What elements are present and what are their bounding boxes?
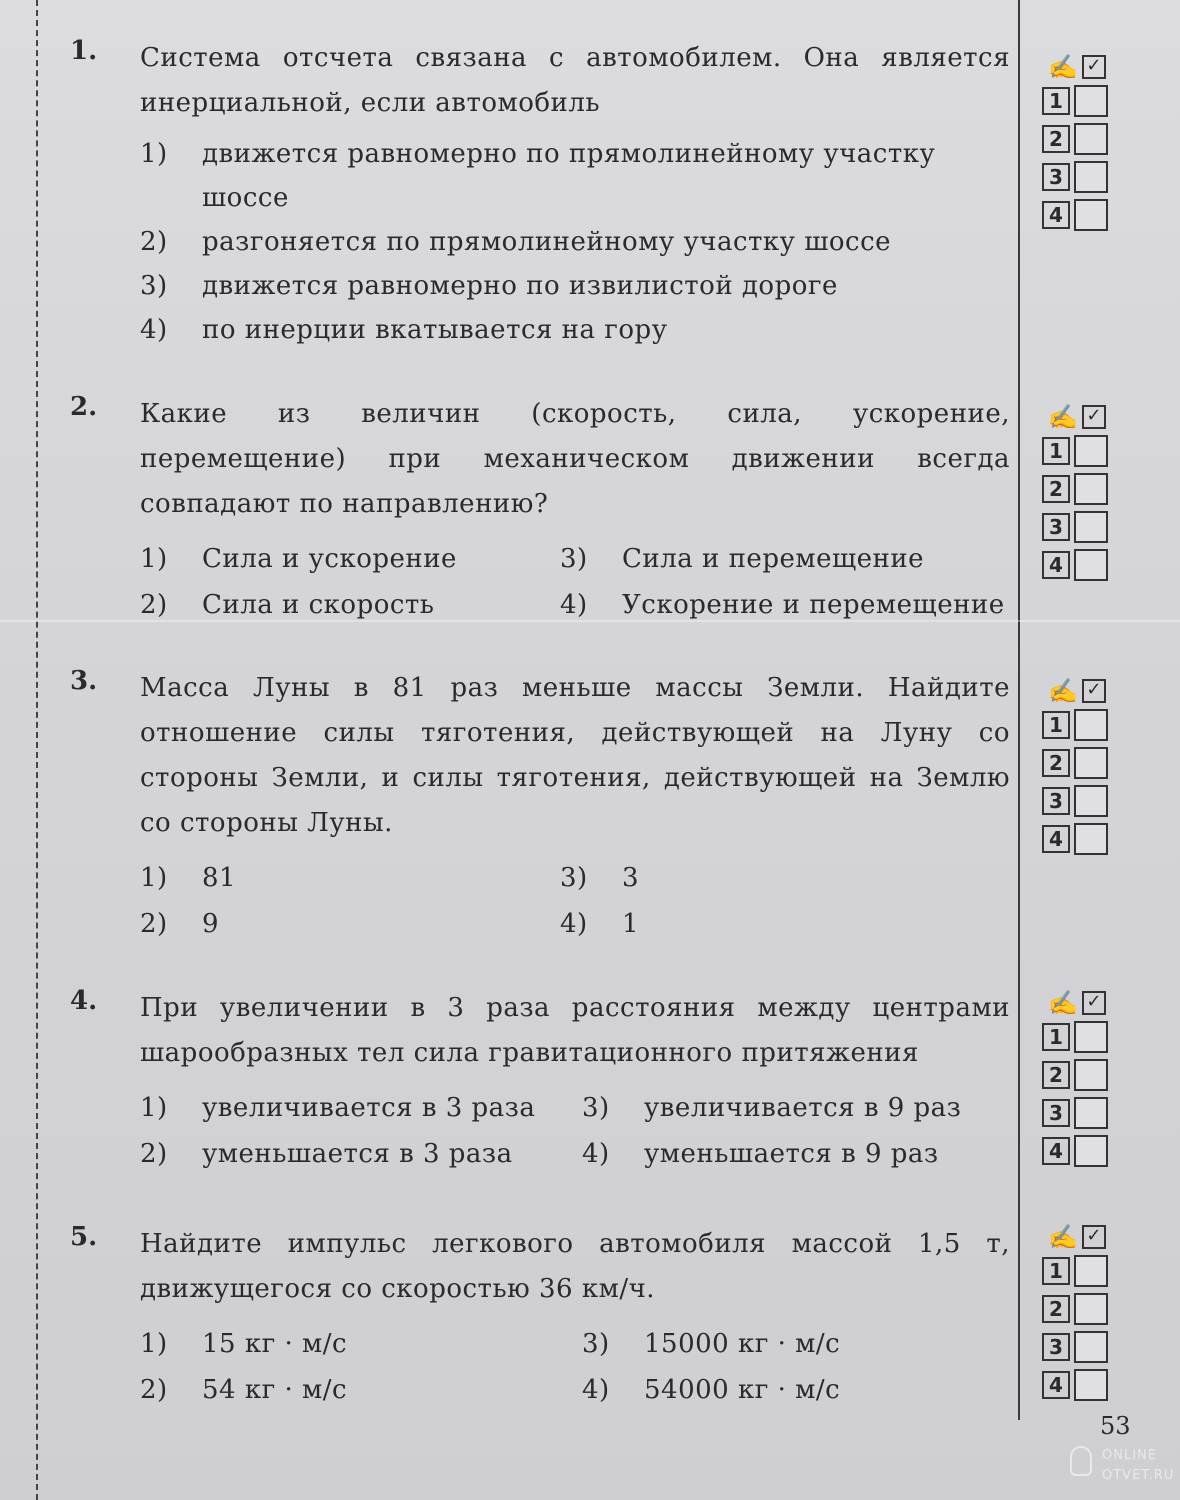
- answer-number: 4: [1042, 201, 1070, 229]
- answer-row: [1040, 196, 1130, 234]
- option-number: 2): [140, 1375, 168, 1405]
- answer-cell[interactable]: [1074, 1369, 1108, 1401]
- option: [140, 308, 1010, 352]
- option-text: Ускорение и перемещение: [622, 590, 1005, 620]
- answer-box-header: [1040, 52, 1130, 82]
- answer-cell[interactable]: [1074, 823, 1108, 855]
- answer-cell[interactable]: [1074, 1059, 1108, 1091]
- answer-row: [1040, 1018, 1130, 1056]
- option-text: по инерции вкатывается на гору: [202, 315, 668, 345]
- question-1: [70, 36, 1010, 352]
- option-number: 4): [560, 909, 588, 939]
- answer-cell[interactable]: [1074, 435, 1108, 467]
- dashed-cut-line: [36, 0, 38, 1500]
- option-number: 2): [140, 909, 168, 939]
- answer-row: [1040, 1328, 1130, 1366]
- answer-cell[interactable]: [1074, 785, 1108, 817]
- answer-row: [1040, 782, 1130, 820]
- option: [582, 1322, 1012, 1366]
- option-number: 3): [582, 1329, 610, 1359]
- option-text: движется равномерно по извилистой дороге: [202, 271, 838, 301]
- page-number: 53: [1100, 1412, 1131, 1440]
- option: [140, 220, 1010, 264]
- option: [582, 1132, 1012, 1176]
- answer-row: [1040, 1056, 1130, 1094]
- option: [140, 902, 560, 946]
- option-number: 3): [560, 863, 588, 893]
- answer-row: [1040, 1366, 1130, 1404]
- checkbox-icon: ✓: [1082, 405, 1106, 429]
- answer-number: 4: [1042, 825, 1070, 853]
- answer-cell[interactable]: [1074, 1255, 1108, 1287]
- answer-row: [1040, 120, 1130, 158]
- answer-row: [1040, 158, 1130, 196]
- answer-number: 2: [1042, 749, 1070, 777]
- answer-cell[interactable]: [1074, 1293, 1108, 1325]
- option: [140, 537, 560, 581]
- checkbox-icon: ✓: [1082, 55, 1106, 79]
- option-number: 4): [140, 315, 168, 345]
- lightbulb-icon: [1070, 1446, 1092, 1476]
- option-number: 1): [140, 863, 168, 893]
- answer-cell[interactable]: [1074, 1021, 1108, 1053]
- checkbox-icon: ✓: [1082, 1225, 1106, 1249]
- answer-box-header: [1040, 1222, 1130, 1252]
- option-text: разгоняется по прямолинейному участку шоссе: [202, 227, 892, 257]
- watermark: [1070, 1442, 1180, 1496]
- option-number: 1): [140, 139, 168, 169]
- answer-number: 1: [1042, 711, 1070, 739]
- answer-box-4: [1040, 988, 1130, 1170]
- option: [140, 1132, 582, 1176]
- answer-row: [1040, 1094, 1130, 1132]
- answer-cell[interactable]: [1074, 549, 1108, 581]
- answer-row: [1040, 546, 1130, 584]
- option-text: 54000 кг · м/с: [644, 1375, 841, 1405]
- option-text: 1: [622, 909, 640, 939]
- answer-cell[interactable]: [1074, 85, 1108, 117]
- checkbox-icon: ✓: [1082, 679, 1106, 703]
- option: [140, 1368, 582, 1412]
- options-grid: [140, 537, 1010, 627]
- answer-row: [1040, 1290, 1130, 1328]
- answer-number: 4: [1042, 551, 1070, 579]
- option-number: 3): [140, 271, 168, 301]
- option-text: 54 кг · м/с: [202, 1375, 348, 1405]
- question-4: [70, 986, 1010, 1176]
- answer-box-header: [1040, 676, 1130, 706]
- option: [140, 856, 560, 900]
- answer-number: 2: [1042, 1061, 1070, 1089]
- option: [140, 132, 1010, 220]
- question-number: 2.: [70, 392, 98, 422]
- option-text: уменьшается в 9 раз: [644, 1139, 939, 1169]
- answer-number: 1: [1042, 1257, 1070, 1285]
- answer-cell[interactable]: [1074, 161, 1108, 193]
- answer-number: 4: [1042, 1137, 1070, 1165]
- watermark-line2: OTVET.RU: [1102, 1468, 1175, 1483]
- answer-number: 3: [1042, 1099, 1070, 1127]
- pen-icon: ✍: [1048, 403, 1078, 431]
- option-text: 15000 кг · м/с: [644, 1329, 841, 1359]
- options-grid: [140, 1086, 1010, 1176]
- option: [560, 583, 1010, 627]
- question-2: [70, 392, 1010, 627]
- option-number: 4): [560, 590, 588, 620]
- option-text: 15 кг · м/с: [202, 1329, 348, 1359]
- option: [582, 1368, 1012, 1412]
- answer-cell[interactable]: [1074, 473, 1108, 505]
- options-grid: [140, 856, 1010, 946]
- answer-cell[interactable]: [1074, 709, 1108, 741]
- answer-number: 4: [1042, 1371, 1070, 1399]
- question-number: 1.: [70, 36, 98, 66]
- pen-icon: ✍: [1048, 989, 1078, 1017]
- pen-icon: ✍: [1048, 1223, 1078, 1251]
- answer-number: 1: [1042, 437, 1070, 465]
- answer-row: [1040, 508, 1130, 546]
- answer-cell[interactable]: [1074, 1097, 1108, 1129]
- option: [560, 902, 1010, 946]
- answer-box-2: [1040, 402, 1130, 584]
- question-number: 4.: [70, 986, 98, 1016]
- question-text: Найдите импульс легкового автомобиля массой 1,5 т, движущегося со скоростью 36 км/ч.: [140, 1229, 1010, 1304]
- answer-row: [1040, 744, 1130, 782]
- option-text: 81: [202, 863, 237, 893]
- option: [560, 856, 1010, 900]
- option-text: 3: [622, 863, 640, 893]
- answer-row: [1040, 470, 1130, 508]
- option-text: Сила и перемещение: [622, 544, 925, 574]
- answer-number: 3: [1042, 787, 1070, 815]
- answer-box-3: [1040, 676, 1130, 858]
- question-text: Какие из величин (скорость, сила, ускорение, перемещение) при механическом движении всегда совпадают по направлению?: [140, 399, 1010, 519]
- answer-number: 1: [1042, 87, 1070, 115]
- options-grid: [140, 1322, 1010, 1412]
- option-text: увеличивается в 3 раза: [202, 1093, 536, 1123]
- answer-number: 2: [1042, 1295, 1070, 1323]
- pen-icon: ✍: [1048, 677, 1078, 705]
- option-text: движется равномерно по прямолинейному участку шоссе: [202, 139, 936, 213]
- watermark-line1: ONLINE: [1102, 1448, 1157, 1463]
- option-number: 1): [140, 1329, 168, 1359]
- answer-number: 2: [1042, 475, 1070, 503]
- answer-row: [1040, 706, 1130, 744]
- question-text: Система отсчета связана с автомобилем. Она является инерциальной, если автомобиль: [140, 43, 1010, 118]
- question-number: 5.: [70, 1222, 98, 1252]
- option-number: 1): [140, 544, 168, 574]
- option-number: 2): [140, 1139, 168, 1169]
- answer-box-header: [1040, 402, 1130, 432]
- option-number: 2): [140, 227, 168, 257]
- question-text: Масса Луны в 81 раз меньше массы Земли. Найдите отношение силы тяготения, действующей на Луну со стороны Земли, и силы тяготения, действующей на Землю со стороны Луны.: [140, 673, 1010, 838]
- option: [140, 1086, 582, 1130]
- checkbox-icon: ✓: [1082, 991, 1106, 1015]
- option-text: увеличивается в 9 раз: [644, 1093, 962, 1123]
- question-number: 3.: [70, 666, 98, 696]
- option: [140, 583, 560, 627]
- answer-row: [1040, 432, 1130, 470]
- option-text: уменьшается в 3 раза: [202, 1139, 513, 1169]
- answer-cell[interactable]: [1074, 747, 1108, 779]
- question-text: При увеличении в 3 раза расстояния между центрами шарообразных тел сила гравитационного притяжения: [140, 993, 1010, 1068]
- option: [560, 537, 1010, 581]
- answer-row: [1040, 820, 1130, 858]
- option-number: 3): [560, 544, 588, 574]
- answer-cell[interactable]: [1074, 511, 1108, 543]
- answer-row: [1040, 82, 1130, 120]
- option-number: 4): [582, 1139, 610, 1169]
- question-5: [70, 1222, 1010, 1412]
- answer-box-5: [1040, 1222, 1130, 1404]
- option: [582, 1086, 1012, 1130]
- answer-row: [1040, 1132, 1130, 1170]
- answer-cell[interactable]: [1074, 1135, 1108, 1167]
- answer-number: 2: [1042, 125, 1070, 153]
- answer-box-header: [1040, 988, 1130, 1018]
- option-number: 1): [140, 1093, 168, 1123]
- option-text: 9: [202, 909, 220, 939]
- answer-number: 3: [1042, 513, 1070, 541]
- option: [140, 264, 1010, 308]
- option-number: 3): [582, 1093, 610, 1123]
- question-3: [70, 666, 1010, 946]
- answer-number: 3: [1042, 1333, 1070, 1361]
- answer-column-divider: [1018, 0, 1020, 1420]
- option-number: 2): [140, 590, 168, 620]
- answer-box-1: [1040, 52, 1130, 234]
- answer-number: 1: [1042, 1023, 1070, 1051]
- pen-icon: ✍: [1048, 53, 1078, 81]
- answer-number: 3: [1042, 163, 1070, 191]
- option-number: 4): [582, 1375, 610, 1405]
- answer-cell[interactable]: [1074, 199, 1108, 231]
- option-text: Сила и скорость: [202, 590, 435, 620]
- answer-cell[interactable]: [1074, 1331, 1108, 1363]
- answer-row: [1040, 1252, 1130, 1290]
- answer-cell[interactable]: [1074, 123, 1108, 155]
- options-list: [140, 132, 1010, 352]
- option: [140, 1322, 582, 1366]
- option-text: Сила и ускорение: [202, 544, 457, 574]
